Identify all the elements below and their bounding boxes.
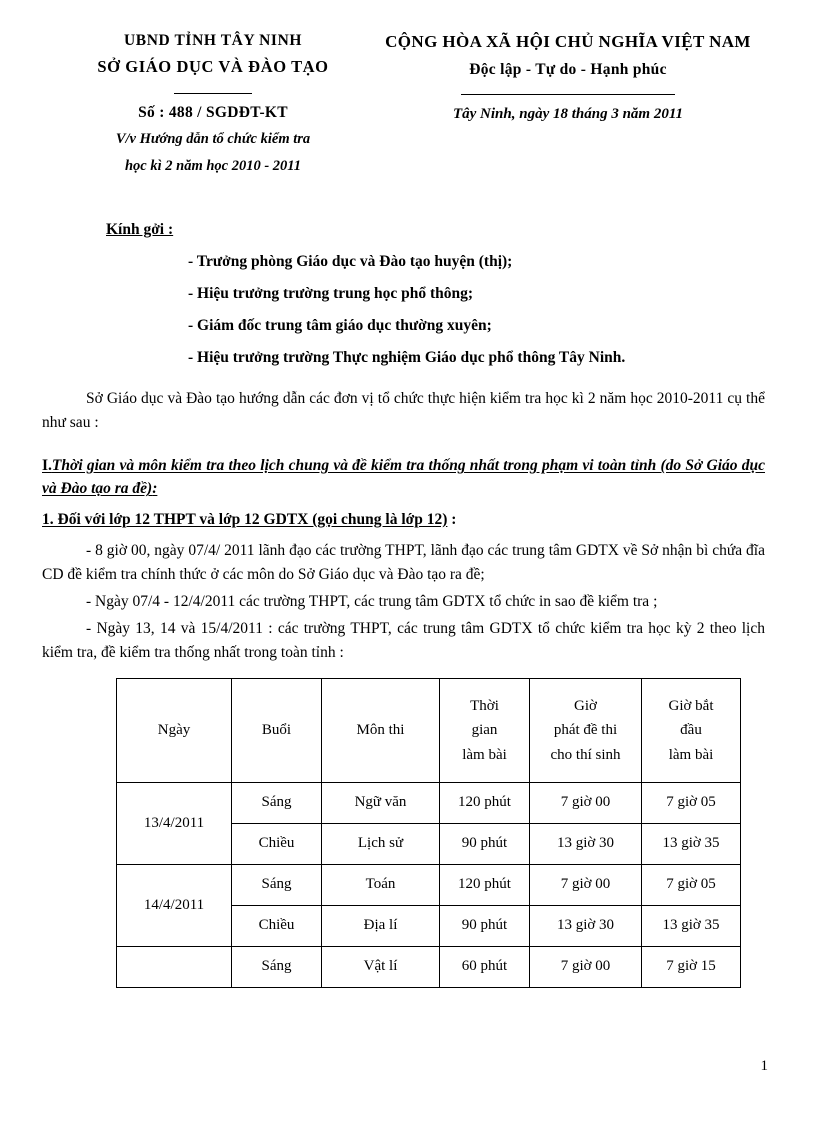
table-row — [117, 864, 741, 905]
cell-date: 14/4/2011 — [117, 864, 232, 946]
cell-session: Chiều — [232, 905, 322, 946]
section-title-suffix: : — [152, 480, 158, 498]
header-line: đầu — [680, 722, 702, 739]
header-line: Giờ bắt — [668, 697, 714, 714]
header-line: làm bài — [668, 746, 714, 763]
cell-start-time: 7 giờ 05 — [642, 782, 741, 823]
page-number: 1 — [760, 1058, 768, 1074]
column-header-start-time — [642, 678, 741, 782]
document-body — [0, 387, 816, 988]
cell-subject: Ngữ văn — [322, 782, 440, 823]
column-header-duration — [440, 678, 530, 782]
header-divider-right — [461, 94, 675, 95]
cell-session: Sáng — [232, 864, 322, 905]
header-line: gian — [471, 722, 498, 739]
place-and-date: Tây Ninh, ngày 18 tháng 3 năm 2011 — [452, 106, 684, 122]
cell-start-time: 7 giờ 05 — [642, 864, 741, 905]
table-row — [117, 946, 741, 987]
national-motto: Độc lập - Tự do - Hạnh phúc — [469, 61, 667, 78]
header-line: phát đề thi — [553, 722, 618, 739]
province-authority-name: UBND TỈNH TÂY NINH — [123, 32, 303, 49]
header-line: cho thí sinh — [550, 746, 621, 763]
header-line: làm bài — [462, 746, 507, 763]
recipients-label: Kính gởi : — [106, 221, 174, 238]
column-header-date — [117, 678, 232, 782]
cell-paper-distribution-time: 13 giờ 30 — [530, 823, 642, 864]
national-title: CỘNG HÒA XÃ HỘI CHỦ NGHĨA VIỆT NAM — [385, 32, 751, 51]
header-line: Ngày — [157, 722, 191, 739]
cell-session: Sáng — [232, 782, 322, 823]
subsection-title: 1. Đối với lớp 12 THPT và lớp 12 GDTX (gọi chung là lớp 12) — [42, 510, 448, 528]
department-name: SỞ GIÁO DỤC VÀ ĐÀO TẠO — [97, 57, 329, 76]
national-heading-block — [368, 32, 768, 123]
recipients-block — [0, 221, 816, 367]
table-row — [117, 782, 741, 823]
recipient-item: - Hiệu trưởng trường Thực nghiệm Giáo dục phổ thông Tây Ninh. — [188, 349, 626, 366]
header-line: Thời — [470, 697, 499, 714]
section-heading-1 — [42, 454, 765, 501]
cell-subject: Địa lí — [322, 905, 440, 946]
cell-session: Sáng — [232, 946, 322, 987]
subsection-heading-1 — [42, 508, 765, 531]
section-title: Thời gian và môn kiểm tra theo lịch chung và đề kiểm tra thống nhất trong phạm vi toàn tỉnh (do Sở Giáo dục và Đào tạo ra đề) — [42, 457, 765, 498]
document-subject-line-1: V/v Hướng dẫn tổ chức kiểm tra — [115, 131, 311, 147]
section-number: I. — [42, 457, 52, 475]
document-subject-line-2: học kì 2 năm học 2010 - 2011 — [124, 158, 302, 174]
cell-start-time: 13 giờ 35 — [642, 823, 741, 864]
issuing-authority-block — [48, 32, 368, 175]
header-line: Môn thi — [356, 722, 405, 739]
cell-start-time: 13 giờ 35 — [642, 905, 741, 946]
column-header-session — [232, 678, 322, 782]
cell-date: 13/4/2011 — [117, 782, 232, 864]
document-header — [0, 0, 816, 175]
recipient-item: - Giám đốc trung tâm giáo dục thường xuyên; — [188, 317, 492, 334]
spacer — [42, 438, 765, 454]
cell-start-time: 7 giờ 15 — [642, 946, 741, 987]
recipients-list — [48, 253, 768, 367]
cell-subject: Toán — [322, 864, 440, 905]
column-header-paper-distribution-time — [530, 678, 642, 782]
header-line: Giờ — [574, 697, 597, 714]
cell-subject: Vật lí — [322, 946, 440, 987]
cell-date — [117, 946, 232, 987]
recipient-item: - Hiệu trưởng trường trung học phổ thông; — [188, 285, 474, 302]
spacer — [42, 531, 765, 539]
cell-session: Chiều — [232, 823, 322, 864]
cell-duration: 90 phút — [440, 905, 530, 946]
cell-duration: 120 phút — [440, 864, 530, 905]
document-number: Số : 488 / SGDĐT-KT — [138, 104, 288, 121]
cell-paper-distribution-time: 7 giờ 00 — [530, 782, 642, 823]
subsection-suffix: : — [447, 510, 457, 528]
schedule-table-wrapper — [42, 678, 765, 988]
table-header-row — [117, 678, 741, 782]
cell-paper-distribution-time: 7 giờ 00 — [530, 864, 642, 905]
cell-subject: Lịch sử — [322, 823, 440, 864]
body-paragraph: - 8 giờ 00, ngày 07/4/ 2011 lãnh đạo các trường THPT, lãnh đạo các trung tâm GDTX về Sở nhận bì chứa đĩa CD đề kiểm tra chính thức ở các môn do Sở Giáo dục và Đào tạo ra đề; — [42, 541, 765, 583]
body-paragraph: - Ngày 07/4 - 12/4/2011 các trường THPT, các trung tâm GDTX tổ chức in sao đề kiểm tra ; — [86, 592, 658, 610]
table-body — [117, 782, 741, 987]
header-divider-left — [174, 93, 252, 94]
header-line: Buổi — [261, 722, 292, 739]
intro-paragraph: Sở Giáo dục và Đào tạo hướng dẫn các đơn vị tổ chức thực hiện kiểm tra học kì 2 năm học 2010-2011 cụ thể như sau : — [42, 390, 765, 432]
cell-duration: 60 phút — [440, 946, 530, 987]
recipient-item: - Trưởng phòng Giáo dục và Đào tạo huyện (thị); — [188, 253, 513, 270]
cell-paper-distribution-time: 13 giờ 30 — [530, 905, 642, 946]
table-head — [117, 678, 741, 782]
cell-duration: 120 phút — [440, 782, 530, 823]
cell-duration: 90 phút — [440, 823, 530, 864]
column-header-subject — [322, 678, 440, 782]
exam-schedule-table — [116, 678, 741, 988]
body-paragraph: - Ngày 13, 14 và 15/4/2011 : các trường THPT, các trung tâm GDTX tổ chức kiểm tra học kỳ 2 theo lịch kiểm tra, đề kiểm tra thống nhất trong toàn tỉnh : — [42, 619, 765, 661]
cell-paper-distribution-time: 7 giờ 00 — [530, 946, 642, 987]
